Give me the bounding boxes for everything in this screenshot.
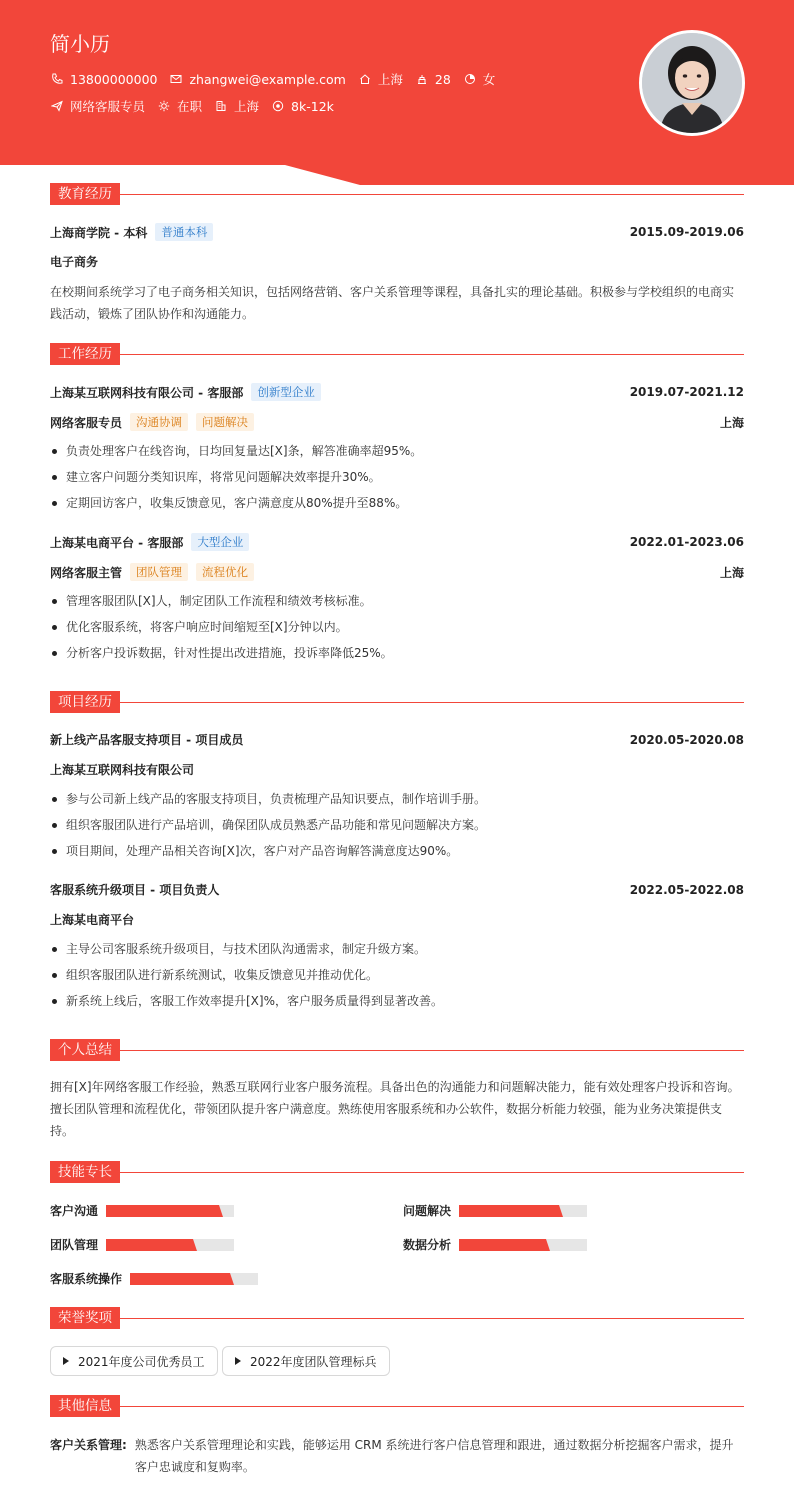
project-org: 上海某电商平台: [50, 913, 135, 927]
send-icon: [50, 99, 64, 113]
honor-item: [50, 1346, 218, 1376]
job-item: [50, 97, 145, 115]
project-0-org-row: [50, 761, 744, 778]
project-date: 2020.05-2020.08: [629, 732, 744, 747]
skill-name: 客服系统操作: [50, 1272, 123, 1286]
skill-item: [403, 1236, 587, 1253]
section-education: [50, 183, 744, 205]
list-item: 定期回访客户，收集反馈意见，客户满意度从80%提升至88%。: [50, 490, 744, 516]
list-item: 负责处理客户在线咨询，日均回复量达[X]条，解答准确率超95%。: [50, 438, 744, 464]
section-skills: [50, 1161, 744, 1183]
skill-item: [50, 1270, 258, 1287]
status-icon: [157, 99, 171, 113]
section-divider: [120, 194, 744, 195]
project-1-bullets: [50, 936, 744, 1014]
list-item: 参与公司新上线产品的客服支持项目，负责梳理产品知识要点，制作培训手册。: [50, 786, 744, 812]
home-icon: [358, 72, 372, 86]
work-0-bullets: [50, 438, 744, 516]
status-text: 在职: [177, 99, 203, 114]
email-text: zhangwei@example.com: [189, 71, 346, 87]
section-title-skills: 技能专长: [50, 1161, 120, 1183]
project-0-bullets: [50, 786, 744, 864]
summary-text: 拥有[X]年网络客服工作经验，熟悉互联网行业客户服务流程。具备出色的沟通能力和问题解决能力，能有效处理客户投诉和咨询。擅长团队管理和流程优化，带领团队提升客户满意度。熟练使用客服系统和办公软件，数据分析能力较强，能为业务决策提供支持。: [50, 1080, 740, 1138]
list-item: 主导公司客服系统升级项目，与技术团队沟通需求，制定升级方案。: [50, 936, 744, 962]
age-text: 28: [434, 71, 451, 87]
work-role: 网络客服主管: [50, 565, 123, 580]
work-date: 2019.07-2021.12: [629, 385, 744, 399]
work-company: 上海某互联网科技有限公司 - 客服部: [50, 385, 244, 400]
triangle-icon: [235, 1357, 241, 1365]
age-icon: [415, 72, 429, 86]
email-item: [169, 72, 345, 87]
work-company: 上海某电商平台 - 客服部: [50, 535, 184, 550]
phone-item: [50, 72, 157, 87]
section-title-honors: 荣誉奖项: [50, 1307, 120, 1329]
list-item: 组织客服团队进行新系统测试，收集反馈意见并推动优化。: [50, 962, 744, 988]
list-item: 优化客服系统，将客户响应时间缩短至[X]分钟以内。: [50, 614, 744, 640]
project-org: 上海某互联网科技有限公司: [50, 763, 195, 777]
salary-item: [271, 99, 334, 114]
skill-name: 团队管理: [50, 1238, 99, 1252]
phone-icon: [50, 72, 64, 86]
honor-label: 2021年度公司优秀员工: [78, 1354, 205, 1369]
education-header: [50, 223, 744, 241]
avatar: [639, 30, 745, 136]
section-title-projects: 项目经历: [50, 691, 120, 713]
project-1-org-row: [50, 911, 744, 928]
section-title-summary: 个人总结: [50, 1039, 120, 1061]
section-projects: [50, 691, 744, 713]
contact-row-1: [50, 70, 507, 88]
section-other: [50, 1395, 744, 1417]
section-work: [50, 343, 744, 365]
project-name: 新上线产品客服支持项目 - 项目成员: [50, 733, 244, 747]
section-divider: [120, 702, 744, 703]
gender-icon: [463, 72, 477, 86]
skill-bar-fill: [459, 1239, 546, 1251]
gender-item: [463, 70, 496, 88]
skill-bar: [130, 1273, 258, 1285]
education-major-row: [50, 253, 744, 270]
work-role-tag: 问题解决: [196, 413, 254, 431]
home-item: [358, 70, 403, 88]
list-item: 项目期间，处理产品相关咨询[X]次，客户对产品咨询解答满意度达90%。: [50, 838, 744, 864]
list-item: 分析客户投诉数据，针对性提出改进措施，投诉率降低25%。: [50, 640, 744, 666]
project-name: 客服系统升级项目 - 项目负责人: [50, 883, 220, 897]
school-tag: 普通本科: [155, 223, 213, 241]
section-title-other: 其他信息: [50, 1395, 120, 1417]
work-0-header: [50, 383, 744, 401]
education-major: 电子商务: [50, 255, 99, 269]
work-1-header: [50, 533, 744, 551]
age-item: [415, 72, 451, 87]
city-item: [214, 97, 259, 115]
skill-name: 数据分析: [403, 1238, 452, 1252]
skill-bar: [459, 1239, 587, 1251]
work-1-bullets: [50, 588, 744, 666]
section-divider: [120, 1050, 744, 1051]
salary-text: 8k-12k: [291, 98, 334, 114]
section-title-education: 教育经历: [50, 183, 120, 205]
skill-bar-fill: [459, 1205, 559, 1217]
avatar-portrait: [642, 33, 742, 133]
skill-item: [50, 1202, 234, 1219]
work-1-role-row: [50, 563, 744, 581]
work-role-tag: 沟通协调: [130, 413, 188, 431]
other-info-text: 熟悉客户关系管理理论和实践，能够运用 CRM 系统进行客户信息管理和跟进，通过数据分析挖掘客户需求，提升客户忠诚度和复购率。: [134, 1438, 734, 1474]
skill-bar: [106, 1205, 234, 1217]
work-city: 上海: [719, 415, 744, 430]
work-company-tag: 创新型企业: [251, 383, 321, 401]
work-role-tag: 团队管理: [130, 563, 188, 581]
status-item: [157, 97, 202, 115]
skill-name: 问题解决: [403, 1204, 452, 1218]
section-summary: [50, 1039, 744, 1061]
salary-icon: [271, 99, 285, 113]
other-info-row: [50, 1434, 744, 1478]
gender-text: 女: [482, 72, 496, 87]
project-1-header: [50, 881, 744, 898]
work-date: 2022.01-2023.06: [629, 535, 744, 549]
skill-name: 客户沟通: [50, 1204, 99, 1218]
list-item: 建立客户问题分类知识库，将常见问题解决效率提升30%。: [50, 464, 744, 490]
skill-bar-fill: [106, 1239, 193, 1251]
section-divider: [120, 354, 744, 355]
contact-row-2: [50, 97, 346, 115]
skill-item: [50, 1236, 234, 1253]
section-divider: [120, 1406, 744, 1407]
skill-bar-fill: [130, 1273, 230, 1285]
work-city: 上海: [719, 565, 744, 580]
list-item: 新系统上线后，客服工作效率提升[X]%，客户服务质量得到显著改善。: [50, 988, 744, 1014]
list-item: 组织客服团队进行产品培训，确保团队成员熟悉产品功能和常见问题解决方案。: [50, 812, 744, 838]
education-description: 在校期间系统学习了电子商务相关知识，包括网络营销、客户关系管理等课程，具备扎实的理论基础。积极参与学校组织的电商实践活动，锻炼了团队协作和沟通能力。: [50, 285, 735, 321]
home-text: 上海: [377, 72, 403, 87]
section-divider: [120, 1172, 744, 1173]
education-date: 2015.09-2019.06: [629, 225, 744, 239]
school-name: 上海商学院 - 本科: [50, 225, 148, 240]
mail-icon: [169, 72, 183, 86]
project-date: 2022.05-2022.08: [629, 882, 744, 897]
other-info-label: 客户关系管理:: [50, 1438, 127, 1452]
skill-bar-fill: [106, 1205, 219, 1217]
section-honors: [50, 1307, 744, 1329]
work-0-role-row: [50, 413, 744, 431]
resume-header: [0, 0, 794, 185]
building-icon: [214, 99, 228, 113]
city-text: 上海: [234, 99, 260, 114]
candidate-name: 简小历: [50, 32, 110, 56]
work-role-tag: 流程优化: [196, 563, 254, 581]
skill-bar: [459, 1205, 587, 1217]
honor-label: 2022年度团队管理标兵: [250, 1354, 377, 1369]
work-role: 网络客服专员: [50, 415, 123, 430]
phone-text: 13800000000: [70, 71, 158, 87]
triangle-icon: [63, 1357, 69, 1365]
section-divider: [120, 1318, 744, 1319]
skill-bar: [106, 1239, 234, 1251]
project-0-header: [50, 731, 744, 748]
section-title-work: 工作经历: [50, 343, 120, 365]
work-company-tag: 大型企业: [191, 533, 249, 551]
honor-item: [222, 1346, 390, 1376]
job-text: 网络客服专员: [70, 99, 146, 114]
skill-item: [403, 1202, 587, 1219]
list-item: 管理客服团队[X]人，制定团队工作流程和绩效考核标准。: [50, 588, 744, 614]
